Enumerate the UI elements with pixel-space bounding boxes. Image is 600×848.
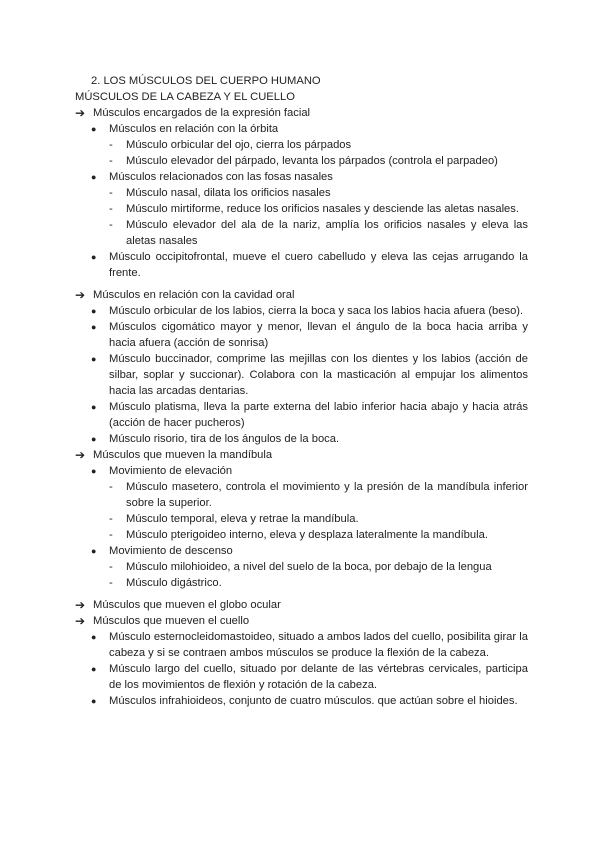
list-item-text: Músculo esternocleidomastoideo, situado a ambos lados del cuello, posibilita girar la cabeza y si se contraen ambos músculos se produce la flexión de la cabeza. (109, 631, 528, 659)
list-item (91, 121, 528, 169)
sections-container (75, 105, 528, 709)
bullet-line (91, 121, 528, 137)
sub-list-item-text: Músculo orbicular del ojo, cierra los párpados (126, 139, 352, 151)
bullet-line (91, 351, 528, 399)
section-heading (75, 287, 528, 303)
section-subtitle: MÚSCULOS DE LA CABEZA Y EL CUELLO (75, 91, 295, 103)
arrow-bullet-icon: ➔ (75, 614, 86, 628)
bullet-line (91, 431, 528, 447)
sub-list-item-text: Músculo temporal, eleva y retrae la mandíbula. (126, 513, 359, 525)
list-item (91, 351, 528, 399)
arrow-bullet-icon: ➔ (75, 448, 86, 462)
dash-bullet-icon: - (109, 139, 113, 151)
dash-bullet-icon: - (109, 187, 113, 199)
bullet-dot-icon: ● (91, 124, 97, 134)
dash-list (91, 185, 528, 249)
sub-list-item-text: Músculo mirtiforme, reduce los orificios nasales y desciende las aletas nasales. (126, 203, 519, 215)
section-heading (75, 105, 528, 121)
list-item-text: Músculo risorio, tira de los ángulos de la boca. (109, 433, 340, 445)
list-item (91, 661, 528, 693)
bullet-dot-icon: ● (91, 402, 97, 412)
list-item (91, 399, 528, 431)
bullet-dot-icon: ● (91, 632, 97, 642)
bullet-dot-icon: ● (91, 664, 97, 674)
section-title: Músculos en relación con la cavidad oral (93, 289, 295, 301)
bullet-dot-icon: ● (91, 306, 97, 316)
dash-bullet-icon: - (109, 561, 113, 573)
list-item-text: Músculos cigomático mayor y menor, llevan el ángulo de la boca hacia arriba y hacia afuera (acción de sonrisa) (109, 321, 528, 349)
bullet-line (91, 399, 528, 431)
sub-list-item (109, 185, 528, 201)
list-item (91, 431, 528, 447)
sub-list-item (109, 201, 528, 217)
arrow-bullet-icon: ➔ (75, 598, 86, 612)
arrow-bullet-icon: ➔ (75, 288, 86, 302)
bullet-dot-icon: ● (91, 354, 97, 364)
sub-list-item-text: Músculo masetero, controla el movimiento y la presión de la mandíbula inferior sobre la superior. (126, 481, 528, 509)
section-heading (75, 597, 528, 613)
sub-list-item (109, 217, 528, 249)
dash-bullet-icon: - (109, 513, 113, 525)
bullet-dot-icon: ● (91, 546, 97, 556)
sub-list-item-text: Músculo elevador del párpado, levanta los párpados (controla el parpadeo) (126, 155, 498, 167)
bullet-line (91, 249, 528, 281)
arrow-bullet-icon: ➔ (75, 106, 86, 120)
list-item-text: Músculo buccinador, comprime las mejillas con los dientes y los labios (acción de silbar, soplar y succionar). Colabora con la masticación al empujar los alimentos hacia las arcadas dentarias. (109, 353, 528, 397)
dash-bullet-icon: - (109, 219, 113, 231)
sub-list-item (109, 527, 528, 543)
bullet-line (91, 661, 528, 693)
dash-list (91, 137, 528, 169)
sub-list-item (109, 511, 528, 527)
dash-list (91, 479, 528, 543)
bullet-list (75, 463, 528, 591)
sub-list-item (109, 137, 528, 153)
list-item-text: Músculos en relación con la órbita (109, 123, 279, 135)
sub-list-item-text: Músculo pterigoideo interno, eleva y desplaza lateralmente la mandíbula. (126, 529, 488, 541)
bullet-line (91, 693, 528, 709)
bullet-dot-icon: ● (91, 696, 97, 706)
list-item-text: Músculos infrahioideos, conjunto de cuatro músculos. que actúan sobre el hioides. (109, 695, 518, 707)
dash-bullet-icon: - (109, 155, 113, 167)
list-item (91, 543, 528, 591)
bullet-line (91, 543, 528, 559)
section-title: Músculos que mueven el globo ocular (93, 599, 281, 611)
bullet-line (91, 463, 528, 479)
section-title: Músculos que mueven la mandíbula (93, 449, 273, 461)
sub-list-item (109, 153, 528, 169)
section-heading (75, 613, 528, 629)
bullet-line (91, 319, 528, 351)
bullet-dot-icon: ● (91, 466, 97, 476)
list-item-text: Músculo orbicular de los labios, cierra la boca y saca los labios hacia afuera (beso). (109, 305, 524, 317)
list-item (91, 463, 528, 543)
list-item (91, 629, 528, 661)
bullet-line (91, 629, 528, 661)
list-item-text: Movimiento de elevación (109, 465, 233, 477)
bullet-dot-icon: ● (91, 322, 97, 332)
bullet-dot-icon: ● (91, 434, 97, 444)
bullet-list (75, 121, 528, 281)
sub-list-item-text: Músculo nasal, dilata los orificios nasales (126, 187, 331, 199)
list-item (91, 249, 528, 281)
sub-list-item (109, 559, 528, 575)
list-item-text: Músculos relacionados con las fosas nasales (109, 171, 333, 183)
sub-list-item-text: Músculo digástrico. (126, 577, 222, 589)
list-item-text: Músculo occipitofrontal, mueve el cuero cabelludo y eleva las cejas arrugando la frente. (109, 251, 528, 279)
numbered-title: 2. LOS MÚSCULOS DEL CUERPO HUMANO (91, 75, 321, 87)
dash-bullet-icon: - (109, 529, 113, 541)
dash-bullet-icon: - (109, 481, 113, 493)
section-title: Músculos que mueven el cuello (93, 615, 250, 627)
list-item-text: Músculo largo del cuello, situado por delante de las vértebras cervicales, participa de los movimientos de flexión y rotación de la cabeza. (109, 663, 528, 691)
list-item (91, 169, 528, 249)
list-item-text: Músculo platisma, lleva la parte externa del labio inferior hacia abajo y hacia atrás (acción de hacer pucheros) (109, 401, 528, 429)
list-item (91, 303, 528, 319)
sub-list-item (109, 575, 528, 591)
list-item (91, 693, 528, 709)
sub-list-item (109, 479, 528, 511)
bullet-list (75, 629, 528, 709)
bullet-dot-icon: ● (91, 252, 97, 262)
bullet-line (91, 303, 528, 319)
document-content (75, 73, 528, 709)
section-title: Músculos encargados de la expresión facial (93, 107, 311, 119)
sub-list-item-text: Músculo elevador del ala de la nariz, amplía los orificios nasales y eleva las aletas nasales (126, 219, 528, 247)
list-item (91, 319, 528, 351)
dash-bullet-icon: - (109, 577, 113, 589)
bullet-dot-icon: ● (91, 172, 97, 182)
bullet-line (91, 169, 528, 185)
section-heading (75, 447, 528, 463)
sub-list-item-text: Músculo milohioideo, a nivel del suelo de la boca, por debajo de la lengua (126, 561, 492, 573)
list-item-text: Movimiento de descenso (109, 545, 233, 557)
dash-bullet-icon: - (109, 203, 113, 215)
bullet-list (75, 303, 528, 447)
dash-list (91, 559, 528, 591)
